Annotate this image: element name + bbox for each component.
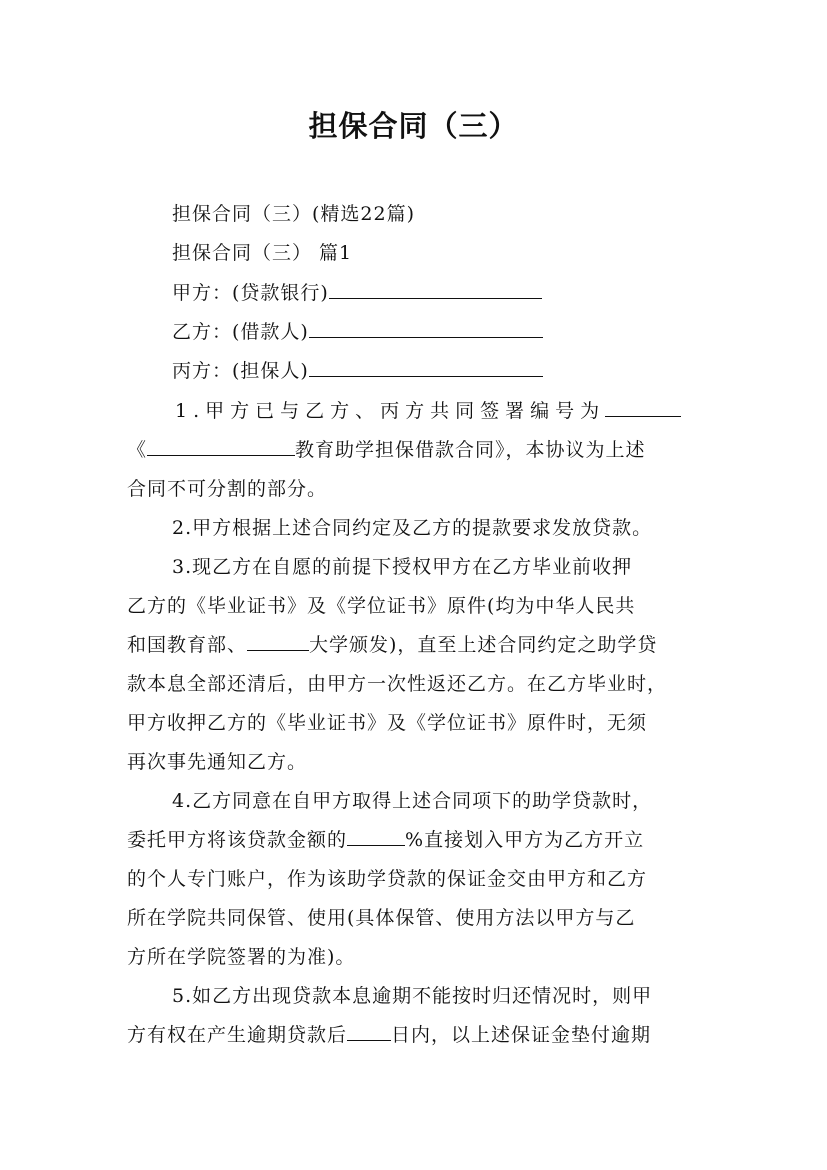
clause-1-line-3: 合同不可分割的部分。 — [127, 478, 328, 500]
clause-1-line-2 — [127, 435, 646, 462]
clause-1-text: 1.甲方已与乙方、丙方共同签署编号为 — [175, 400, 606, 422]
clause-4-line-2 — [127, 825, 644, 852]
document-title: 担保合同（三） — [308, 109, 519, 143]
clause-3-text-2: 大学颁发)，直至上述合同约定之助学贷 — [309, 634, 658, 656]
clause-4-line-3: 的个人专门账户，作为该助学贷款的保证金交由甲方和乙方 — [127, 868, 648, 890]
clause-4-line-5: 方所在学院签署的为准)。 — [127, 946, 356, 968]
clause-3-text: 和国教育部、 — [127, 634, 248, 656]
clause-3-line-3 — [127, 630, 657, 657]
clause-3-line-5: 甲方收押乙方的《毕业证书》及《学位证书》原件时，无须 — [127, 712, 648, 734]
clause-2: 2.甲方根据上述合同约定及乙方的提款要求发放贷款。 — [172, 517, 653, 539]
clause-5-line-2 — [127, 1020, 651, 1047]
contract-name-blank — [147, 436, 295, 456]
clause-5-text: 方有权在产生逾期贷款后 — [127, 1024, 348, 1046]
party-c-blank — [309, 357, 543, 377]
days-blank — [347, 1021, 391, 1041]
party-c-label: 丙方：(担保人) — [172, 360, 309, 382]
section-heading: 担保合同（三） 篇1 — [172, 242, 353, 264]
clause-5-text-2: 日内，以上述保证金垫付逾期 — [391, 1024, 652, 1046]
clause-3-line-2: 乙方的《毕业证书》及《学位证书》原件(均为中华人民共 — [127, 595, 636, 617]
clause-4-text-2: %直接划入甲方为乙方开立 — [405, 829, 645, 851]
party-b-blank — [309, 318, 543, 338]
university-blank — [247, 631, 309, 651]
clause-5-line-1: 5.如乙方出现贷款本息逾期不能按时归还情况时，则甲 — [172, 985, 653, 1007]
clause-3-line-4: 款本息全部还清后，由甲方一次性返还乙方。在乙方毕业时， — [127, 673, 668, 695]
clause-4-line-1: 4.乙方同意在自甲方取得上述合同项下的助学贷款时， — [172, 790, 653, 812]
party-b-label: 乙方：(借款人) — [172, 321, 309, 343]
clause-3-line-1: 3.现乙方在自愿的前提下授权甲方在乙方毕业前收押 — [172, 556, 633, 578]
clause-1-text-2: 教育助学担保借款合同》，本协议为上述 — [295, 439, 646, 461]
percentage-blank — [347, 826, 405, 846]
clause-3-line-6: 再次事先通知乙方。 — [127, 751, 308, 773]
quote-open: 《 — [127, 439, 148, 461]
party-a-line — [172, 278, 542, 305]
party-a-label: 甲方：(贷款银行) — [172, 282, 329, 304]
party-a-blank — [329, 279, 542, 299]
clause-4-line-4: 所在学院共同保管、使用(具体保管、使用方法以甲方与乙 — [127, 907, 636, 929]
clause-1-line-1 — [175, 396, 681, 423]
party-c-line — [172, 356, 543, 383]
party-b-line — [172, 317, 543, 344]
subtitle-line: 担保合同（三）(精选22篇) — [172, 203, 416, 225]
clause-4-text: 委托甲方将该贷款金额的 — [127, 829, 348, 851]
contract-number-blank — [605, 397, 681, 417]
